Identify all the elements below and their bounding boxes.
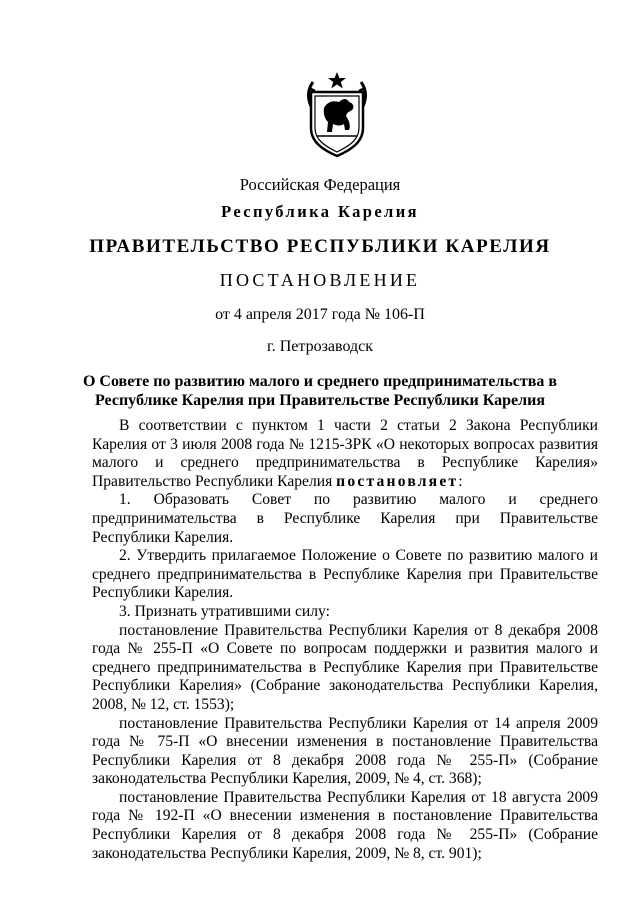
federation-name: Российская Федерация — [239, 175, 401, 194]
item-1: 1. Образовать Совет по развитию малого и среднего предпринимательства в Республике Карелия при Правительстве Республики Карелия. — [92, 491, 598, 546]
document-date-number: от 4 апреля 2017 года № 106-П — [215, 306, 425, 323]
document-title-line-1: О Совете по развитию малого и среднего предпринимательства в — [82, 373, 558, 390]
preamble-text: В соответствии с пунктом 1 части 2 статьи 2 Закона Республики Карелия от 3 июля 2008 года № 1215-ЗРК «О некоторых вопросах развития малого и среднего предпринимательства в Республике Карелия» Правительство Республики Карелия — [92, 417, 598, 490]
karelia-coat-of-arms-icon — [297, 70, 377, 158]
preamble-paragraph — [92, 417, 598, 491]
repealed-act-3: постановление Правительства Республики Карелия от 18 августа 2009 года № 192-П «О внесении изменения в постановление Правительства Республики Карелия от 8 декабря 2008 года № 255-П» (Собрание законодательства Республики Карелия, 2009, № 8, ст. 901); — [92, 788, 598, 862]
document-title — [0, 372, 640, 410]
document-body — [92, 417, 598, 863]
item-3: 3. Признать утратившими силу: — [119, 602, 330, 620]
item-2: 2. Утвердить прилагаемое Положение о Совете по развитию малого и среднего предпринимательства в Республике Карелия при Правительстве Республики Карелия. — [92, 547, 598, 602]
government-name: ПРАВИТЕЛЬСТВО РЕСПУБЛИКИ КАРЕЛИЯ — [89, 236, 551, 257]
decree-colon: : — [458, 472, 463, 490]
document-type: ПОСТАНОВЛЕНИЕ — [219, 270, 421, 290]
republic-name: Республика Карелия — [221, 202, 419, 221]
repealed-act-2: постановление Правительства Республики Карелия от 14 апреля 2009 года № 75-П «О внесении изменения в постановление Правительства Республики Карелия от 8 декабря 2008 года № 255-П» (Собрание законодательства Республики Карелия, 2009, № 4, ст. 368); — [92, 714, 598, 788]
decree-word: постановляет — [336, 472, 459, 490]
document-city: г. Петрозаводск — [266, 338, 374, 355]
document-title-line-2: Республике Карелия при Правительстве Республики Карелия — [94, 392, 545, 409]
repealed-act-1: постановление Правительства Республики Карелия от 8 декабря 2008 года № 255-П «О Совете по вопросам поддержки и развития малого и среднего предпринимательства в Республике Карелия при Правительстве Республики Карелия» (Собрание законодательства Республики Карелия, 2008, № 12, ст. 1553); — [92, 621, 598, 713]
